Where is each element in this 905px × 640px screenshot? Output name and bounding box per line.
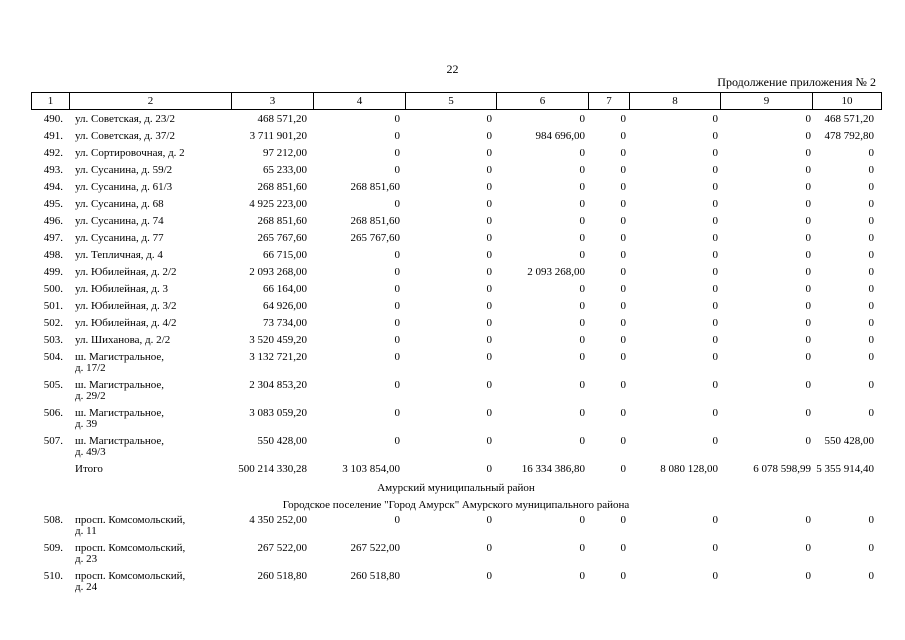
- value-cell-5: 0: [486, 300, 492, 312]
- value-cell-4: 268 851,60: [350, 181, 400, 193]
- row-number: 491.: [43, 130, 63, 142]
- total-col-6: 16 334 386,80: [521, 463, 585, 475]
- address-cell: ул. Сусанина, д. 77: [75, 232, 164, 244]
- value-cell-4: 0: [394, 198, 400, 210]
- value-cell-5: 0: [486, 198, 492, 210]
- table-row: [31, 249, 881, 266]
- value-cell-5: 0: [486, 215, 492, 227]
- total-col-8: 8 080 128,00: [660, 463, 718, 475]
- table-row: [31, 351, 881, 379]
- address-cell: ул. Советская, д. 23/2: [75, 113, 175, 125]
- address-cell: ул. Сусанина, д. 59/2: [75, 164, 173, 176]
- value-cell-10: 0: [868, 407, 874, 419]
- value-cell-3: 4 350 252,00: [249, 514, 307, 526]
- value-cell-5: 0: [486, 407, 492, 419]
- value-cell-10: 0: [868, 249, 874, 261]
- value-cell-8: 0: [712, 379, 718, 391]
- table-row: [31, 147, 881, 164]
- value-cell-7: 0: [620, 334, 626, 346]
- value-cell-7: 0: [620, 232, 626, 244]
- value-cell-4: 0: [394, 435, 400, 447]
- value-cell-7: 0: [620, 379, 626, 391]
- district-heading: Амурский муниципальный район: [377, 482, 535, 494]
- column-header-6: 6: [497, 93, 589, 110]
- value-cell-10: 0: [868, 232, 874, 244]
- value-cell-7: 0: [620, 351, 626, 363]
- row-number: 503.: [43, 334, 63, 346]
- column-header-3: 3: [232, 93, 314, 110]
- value-cell-8: 0: [712, 570, 718, 582]
- value-cell-8: 0: [712, 514, 718, 526]
- value-cell-9: 0: [805, 542, 811, 554]
- value-cell-8: 0: [712, 181, 718, 193]
- value-cell-3: 73 734,00: [263, 317, 307, 329]
- address-cell: ул. Юбилейная, д. 4/2: [75, 317, 177, 329]
- address-cell: ул. Сортировочная, д. 2: [75, 147, 185, 159]
- table-row: [31, 181, 881, 198]
- row-number: 493.: [43, 164, 63, 176]
- value-cell-8: 0: [712, 130, 718, 142]
- value-cell-10: 468 571,20: [824, 113, 874, 125]
- value-cell-7: 0: [620, 435, 626, 447]
- value-cell-9: 0: [805, 300, 811, 312]
- table-row: [31, 266, 881, 283]
- value-cell-6: 0: [579, 283, 585, 295]
- value-cell-10: 550 428,00: [824, 435, 874, 447]
- value-cell-4: 0: [394, 407, 400, 419]
- value-cell-10: 0: [868, 164, 874, 176]
- value-cell-3: 3 132 721,20: [249, 351, 307, 363]
- value-cell-9: 0: [805, 130, 811, 142]
- value-cell-10: 0: [868, 300, 874, 312]
- value-cell-8: 0: [712, 232, 718, 244]
- table-body: [31, 113, 881, 598]
- value-cell-5: 0: [486, 317, 492, 329]
- column-header-row: [31, 92, 882, 110]
- value-cell-7: 0: [620, 147, 626, 159]
- value-cell-6: 0: [579, 514, 585, 526]
- row-number: 497.: [43, 232, 63, 244]
- table-row: [31, 514, 881, 542]
- value-cell-3: 3 083 059,20: [249, 407, 307, 419]
- value-cell-8: 0: [712, 300, 718, 312]
- row-number: 501.: [43, 300, 63, 312]
- value-cell-4: 0: [394, 379, 400, 391]
- value-cell-3: 550 428,00: [257, 435, 307, 447]
- value-cell-3: 260 518,80: [257, 570, 307, 582]
- value-cell-10: 0: [868, 514, 874, 526]
- column-header-4: 4: [314, 93, 406, 110]
- value-cell-9: 0: [805, 147, 811, 159]
- value-cell-8: 0: [712, 164, 718, 176]
- value-cell-4: 0: [394, 266, 400, 278]
- value-cell-3: 2 093 268,00: [249, 266, 307, 278]
- value-cell-9: 0: [805, 164, 811, 176]
- address-cell: ул. Тепличная, д. 4: [75, 249, 163, 261]
- value-cell-4: 0: [394, 147, 400, 159]
- value-cell-9: 0: [805, 351, 811, 363]
- address-cell: просп. Комсомольский, д. 24: [75, 570, 186, 593]
- value-cell-5: 0: [486, 379, 492, 391]
- value-cell-10: 478 792,80: [824, 130, 874, 142]
- row-number: 498.: [43, 249, 63, 261]
- value-cell-3: 468 571,20: [257, 113, 307, 125]
- value-cell-3: 3 711 901,20: [249, 130, 307, 142]
- total-col-5: 0: [486, 463, 492, 475]
- value-cell-5: 0: [486, 249, 492, 261]
- value-cell-5: 0: [486, 435, 492, 447]
- row-number: 509.: [43, 542, 63, 554]
- value-cell-8: 0: [712, 198, 718, 210]
- address-cell: ул. Сусанина, д. 74: [75, 215, 164, 227]
- value-cell-5: 0: [486, 542, 492, 554]
- value-cell-8: 0: [712, 283, 718, 295]
- row-number: 508.: [43, 514, 63, 526]
- row-number: 502.: [43, 317, 63, 329]
- value-cell-3: 4 925 223,00: [249, 198, 307, 210]
- address-cell: ул. Шиханова, д. 2/2: [75, 334, 171, 346]
- value-cell-6: 2 093 268,00: [527, 266, 585, 278]
- row-number: 500.: [43, 283, 63, 295]
- value-cell-4: 0: [394, 283, 400, 295]
- address-cell: ул. Юбилейная, д. 2/2: [75, 266, 177, 278]
- value-cell-9: 0: [805, 266, 811, 278]
- value-cell-10: 0: [868, 147, 874, 159]
- row-number: 494.: [43, 181, 63, 193]
- value-cell-3: 65 233,00: [263, 164, 307, 176]
- table-row: [31, 407, 881, 435]
- table-row: [31, 198, 881, 215]
- row-number: 510.: [43, 570, 63, 582]
- value-cell-8: 0: [712, 542, 718, 554]
- value-cell-7: 0: [620, 130, 626, 142]
- value-cell-5: 0: [486, 570, 492, 582]
- value-cell-8: 0: [712, 215, 718, 227]
- value-cell-5: 0: [486, 266, 492, 278]
- row-number: 495.: [43, 198, 63, 210]
- address-cell: просп. Комсомольский, д. 23: [75, 542, 186, 565]
- value-cell-6: 984 696,00: [535, 130, 585, 142]
- value-cell-7: 0: [620, 215, 626, 227]
- value-cell-3: 97 212,00: [263, 147, 307, 159]
- value-cell-7: 0: [620, 407, 626, 419]
- value-cell-8: 0: [712, 317, 718, 329]
- value-cell-3: 64 926,00: [263, 300, 307, 312]
- value-cell-9: 0: [805, 181, 811, 193]
- value-cell-9: 0: [805, 317, 811, 329]
- value-cell-7: 0: [620, 249, 626, 261]
- settlement-heading: Городское поселение "Город Амурск" Амурского муниципального района: [282, 499, 630, 511]
- row-number: 504.: [43, 351, 63, 363]
- value-cell-4: 260 518,80: [350, 570, 400, 582]
- value-cell-9: 0: [805, 435, 811, 447]
- value-cell-6: 0: [579, 570, 585, 582]
- value-cell-9: 0: [805, 379, 811, 391]
- address-cell: ш. Магистральное, д. 49/3: [75, 435, 164, 458]
- value-cell-10: 0: [868, 334, 874, 346]
- table-row: [31, 164, 881, 181]
- value-cell-6: 0: [579, 164, 585, 176]
- column-header-8: 8: [630, 93, 721, 110]
- table-row: [31, 317, 881, 334]
- column-header-2: 2: [70, 93, 232, 110]
- row-number: 506.: [43, 407, 63, 419]
- value-cell-4: 267 522,00: [350, 542, 400, 554]
- value-cell-3: 267 522,00: [257, 542, 307, 554]
- value-cell-9: 0: [805, 198, 811, 210]
- value-cell-6: 0: [579, 181, 585, 193]
- value-cell-4: 268 851,60: [350, 215, 400, 227]
- value-cell-7: 0: [620, 317, 626, 329]
- value-cell-5: 0: [486, 514, 492, 526]
- address-cell: ул. Сусанина, д. 61/3: [75, 181, 173, 193]
- value-cell-5: 0: [486, 113, 492, 125]
- value-cell-4: 0: [394, 130, 400, 142]
- column-header-7: 7: [589, 93, 630, 110]
- value-cell-7: 0: [620, 514, 626, 526]
- value-cell-9: 0: [805, 407, 811, 419]
- value-cell-10: 0: [868, 198, 874, 210]
- table-row: [31, 283, 881, 300]
- row-group-b: [31, 514, 881, 598]
- value-cell-10: 0: [868, 317, 874, 329]
- page-number: 22: [446, 62, 459, 76]
- value-cell-9: 0: [805, 113, 811, 125]
- column-header-5: 5: [406, 93, 497, 110]
- value-cell-10: 0: [868, 215, 874, 227]
- value-cell-5: 0: [486, 147, 492, 159]
- value-cell-9: 0: [805, 283, 811, 295]
- value-cell-5: 0: [486, 164, 492, 176]
- column-header-10: 10: [813, 93, 882, 110]
- value-cell-4: 0: [394, 514, 400, 526]
- value-cell-6: 0: [579, 113, 585, 125]
- value-cell-4: 0: [394, 300, 400, 312]
- value-cell-8: 0: [712, 407, 718, 419]
- value-cell-7: 0: [620, 266, 626, 278]
- total-col-9: 6 078 598,99: [753, 463, 811, 475]
- table-row: [31, 570, 881, 598]
- value-cell-6: 0: [579, 334, 585, 346]
- value-cell-5: 0: [486, 181, 492, 193]
- address-cell: ул. Советская, д. 37/2: [75, 130, 175, 142]
- value-cell-6: 0: [579, 215, 585, 227]
- table-row: [31, 113, 881, 130]
- value-cell-9: 0: [805, 232, 811, 244]
- value-cell-6: 0: [579, 379, 585, 391]
- value-cell-3: 268 851,60: [257, 215, 307, 227]
- address-cell: просп. Комсомольский, д. 11: [75, 514, 186, 537]
- value-cell-7: 0: [620, 181, 626, 193]
- value-cell-4: 0: [394, 113, 400, 125]
- value-cell-3: 268 851,60: [257, 181, 307, 193]
- table-row: [31, 300, 881, 317]
- value-cell-6: 0: [579, 542, 585, 554]
- value-cell-3: 66 164,00: [263, 283, 307, 295]
- row-group-a: [31, 113, 881, 463]
- value-cell-8: 0: [712, 113, 718, 125]
- total-col-7: 0: [620, 463, 626, 475]
- value-cell-8: 0: [712, 351, 718, 363]
- value-cell-4: 0: [394, 164, 400, 176]
- value-cell-7: 0: [620, 113, 626, 125]
- address-cell: ул. Сусанина, д. 68: [75, 198, 164, 210]
- value-cell-6: 0: [579, 407, 585, 419]
- value-cell-8: 0: [712, 249, 718, 261]
- value-cell-5: 0: [486, 232, 492, 244]
- value-cell-10: 0: [868, 266, 874, 278]
- value-cell-6: 0: [579, 249, 585, 261]
- value-cell-6: 0: [579, 232, 585, 244]
- value-cell-5: 0: [486, 351, 492, 363]
- value-cell-5: 0: [486, 283, 492, 295]
- row-number: 507.: [43, 435, 63, 447]
- value-cell-5: 0: [486, 130, 492, 142]
- value-cell-7: 0: [620, 300, 626, 312]
- table-row: [31, 379, 881, 407]
- row-number: 505.: [43, 379, 63, 391]
- row-number: 490.: [43, 113, 63, 125]
- table-row: [31, 215, 881, 232]
- table-row: [31, 435, 881, 463]
- value-cell-9: 0: [805, 249, 811, 261]
- value-cell-5: 0: [486, 334, 492, 346]
- value-cell-9: 0: [805, 215, 811, 227]
- value-cell-8: 0: [712, 147, 718, 159]
- value-cell-3: 2 304 853,20: [249, 379, 307, 391]
- value-cell-4: 0: [394, 317, 400, 329]
- total-row: [31, 463, 881, 480]
- value-cell-10: 0: [868, 570, 874, 582]
- table-row: [31, 542, 881, 570]
- value-cell-10: 0: [868, 283, 874, 295]
- value-cell-9: 0: [805, 570, 811, 582]
- value-cell-4: 265 767,60: [350, 232, 400, 244]
- value-cell-4: 0: [394, 249, 400, 261]
- value-cell-7: 0: [620, 283, 626, 295]
- value-cell-10: 0: [868, 379, 874, 391]
- value-cell-6: 0: [579, 351, 585, 363]
- value-cell-7: 0: [620, 198, 626, 210]
- value-cell-6: 0: [579, 198, 585, 210]
- value-cell-6: 0: [579, 317, 585, 329]
- total-col-10: 5 355 914,40: [816, 463, 874, 475]
- value-cell-6: 0: [579, 300, 585, 312]
- value-cell-7: 0: [620, 542, 626, 554]
- value-cell-9: 0: [805, 514, 811, 526]
- address-cell: ул. Юбилейная, д. 3: [75, 283, 168, 295]
- appendix-continuation-title: Продолжение приложения № 2: [717, 75, 876, 89]
- address-cell: ш. Магистральное, д. 17/2: [75, 351, 164, 374]
- value-cell-4: 0: [394, 351, 400, 363]
- value-cell-3: 66 715,00: [263, 249, 307, 261]
- value-cell-8: 0: [712, 266, 718, 278]
- value-cell-8: 0: [712, 334, 718, 346]
- value-cell-6: 0: [579, 435, 585, 447]
- column-header-1: 1: [32, 93, 70, 110]
- value-cell-10: 0: [868, 181, 874, 193]
- table-row: [31, 334, 881, 351]
- value-cell-3: 3 520 459,20: [249, 334, 307, 346]
- value-cell-7: 0: [620, 164, 626, 176]
- row-number: 499.: [43, 266, 63, 278]
- value-cell-9: 0: [805, 334, 811, 346]
- value-cell-6: 0: [579, 147, 585, 159]
- value-cell-4: 0: [394, 334, 400, 346]
- table-row: [31, 232, 881, 249]
- row-number: 492.: [43, 147, 63, 159]
- address-cell: ул. Юбилейная, д. 3/2: [75, 300, 177, 312]
- total-label: Итого: [75, 463, 103, 475]
- value-cell-10: 0: [868, 351, 874, 363]
- address-cell: ш. Магистральное, д. 29/2: [75, 379, 164, 402]
- value-cell-3: 265 767,60: [257, 232, 307, 244]
- total-col-4: 3 103 854,00: [342, 463, 400, 475]
- value-cell-8: 0: [712, 435, 718, 447]
- value-cell-7: 0: [620, 570, 626, 582]
- table-row: [31, 130, 881, 147]
- column-header-9: 9: [721, 93, 813, 110]
- address-cell: ш. Магистральное, д. 39: [75, 407, 164, 430]
- row-number: 496.: [43, 215, 63, 227]
- total-col-3: 500 214 330,28: [238, 463, 307, 475]
- value-cell-10: 0: [868, 542, 874, 554]
